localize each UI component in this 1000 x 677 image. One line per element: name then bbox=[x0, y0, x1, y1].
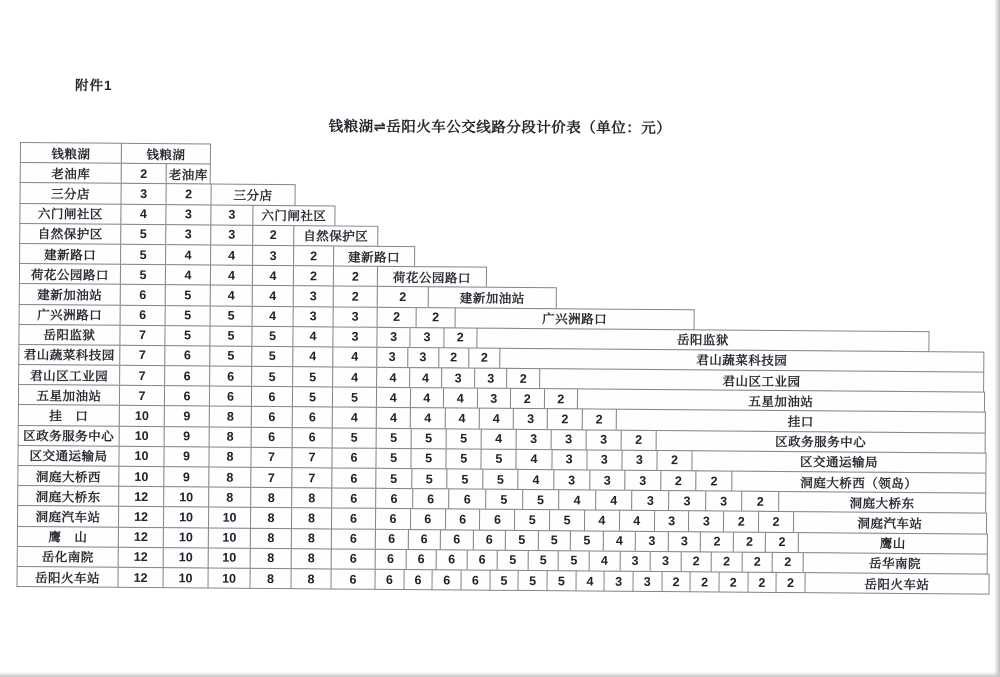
fare-cell: 4 bbox=[332, 346, 377, 368]
fare-cell: 2 bbox=[718, 571, 748, 592]
fare-cell: 5 bbox=[546, 570, 576, 591]
fare-cell: 6 bbox=[432, 569, 462, 590]
fare-cell: 3 bbox=[624, 470, 661, 491]
fare-cell: 2 bbox=[758, 511, 794, 532]
fare-cell: 5 bbox=[570, 530, 604, 551]
fare-cell: 6 bbox=[436, 549, 468, 570]
fare-cell: 8 bbox=[290, 568, 331, 590]
fare-cell: 6 bbox=[120, 284, 166, 306]
fare-cell: 5 bbox=[527, 550, 559, 571]
fare-cell: 3 bbox=[668, 490, 706, 511]
fare-cell: 2 bbox=[581, 409, 616, 430]
fare-cell: 10 bbox=[208, 527, 251, 549]
fare-cell: 4 bbox=[409, 367, 443, 388]
fare-cell: 2 bbox=[621, 429, 657, 450]
fare-cell: 5 bbox=[376, 427, 412, 448]
fare-cell: 4 bbox=[376, 387, 411, 408]
fare-cell: 3 bbox=[513, 408, 548, 429]
fare-cell: 6 bbox=[375, 508, 411, 529]
fare-cell: 7 bbox=[291, 447, 332, 469]
diagonal-station-label: 区交通运输局 bbox=[691, 450, 986, 474]
fare-cell: 9 bbox=[163, 466, 209, 488]
page-title: 钱粮湖⇌岳阳火车公交线路分段计价表（单位：元） bbox=[328, 119, 672, 137]
fare-cell: 5 bbox=[165, 305, 211, 327]
fare-cell: 2 bbox=[661, 571, 691, 592]
fare-cell: 4 bbox=[165, 244, 211, 266]
fare-cell: 2 bbox=[741, 491, 779, 512]
fare-cell: 2 bbox=[733, 531, 767, 552]
fare-cell: 2 bbox=[765, 531, 799, 552]
fare-cell: 10 bbox=[163, 547, 209, 569]
fare-cell: 5 bbox=[251, 366, 293, 388]
fare-cell: 3 bbox=[121, 183, 167, 205]
fare-cell: 5 bbox=[411, 428, 447, 449]
fare-cell: 4 bbox=[575, 570, 605, 591]
fare-cell: 2 bbox=[121, 163, 167, 185]
fare-cell: 3 bbox=[586, 449, 622, 470]
fare-cell: 5 bbox=[489, 570, 519, 591]
row-station-label: 广兴洲路口 bbox=[19, 303, 121, 325]
diagonal-station-label: 区政务服务中心 bbox=[656, 430, 986, 454]
fare-cell: 6 bbox=[292, 427, 333, 449]
fare-cell: 6 bbox=[405, 549, 437, 570]
fare-cell: 3 bbox=[474, 368, 508, 389]
diagonal-station-label: 荷花公园路口 bbox=[377, 266, 487, 288]
diagonal-station-label: 岳阳监狱 bbox=[476, 327, 929, 352]
fare-cell: 3 bbox=[333, 306, 378, 328]
fare-cell: 3 bbox=[293, 285, 334, 307]
fare-cell: 2 bbox=[443, 327, 477, 348]
fare-cell: 5 bbox=[411, 448, 447, 469]
fare-cell: 6 bbox=[410, 508, 446, 529]
fare-cell: 6 bbox=[209, 366, 252, 388]
fare-cell: 4 bbox=[376, 367, 410, 388]
row-station-label: 区政务服务中心 bbox=[18, 425, 120, 447]
fare-cell: 5 bbox=[446, 428, 482, 449]
fare-cell: 5 bbox=[251, 346, 293, 368]
fare-cell: 6 bbox=[164, 385, 210, 407]
fare-cell: 3 bbox=[551, 429, 587, 450]
fare-cell: 3 bbox=[441, 367, 475, 388]
fare-cell: 5 bbox=[446, 448, 482, 469]
fare-cell: 3 bbox=[376, 347, 408, 368]
fare-cell: 10 bbox=[208, 507, 251, 529]
fare-cell: 3 bbox=[635, 530, 669, 551]
diagonal-station-label: 三分店 bbox=[211, 184, 296, 206]
diagonal-station-label: 洞庭大桥西（领岛） bbox=[731, 471, 986, 494]
fare-cell: 6 bbox=[164, 365, 210, 387]
fare-cell: 2 bbox=[723, 511, 759, 532]
diagonal-station-label: 建新路口 bbox=[333, 245, 415, 267]
fare-cell: 5 bbox=[332, 427, 377, 449]
fare-cell: 4 bbox=[518, 469, 555, 490]
fare-cell: 4 bbox=[252, 265, 294, 287]
diagonal-station-label: 挂口 bbox=[616, 409, 986, 433]
fare-cell: 6 bbox=[330, 568, 375, 590]
fare-cell: 2 bbox=[680, 551, 712, 572]
fare-cell: 6 bbox=[403, 569, 433, 590]
fare-cell: 6 bbox=[375, 488, 413, 509]
fare-cell: 2 bbox=[166, 184, 212, 206]
fare-cell: 6 bbox=[375, 549, 407, 570]
fare-cell: 3 bbox=[551, 449, 587, 470]
fare-cell: 5 bbox=[549, 510, 585, 531]
fare-cell: 10 bbox=[118, 466, 164, 488]
fare-cell: 6 bbox=[375, 528, 409, 549]
row-station-label: 三分店 bbox=[20, 182, 122, 204]
fare-cell: 3 bbox=[165, 204, 211, 226]
fare-cell: 2 bbox=[293, 265, 334, 287]
fare-cell: 10 bbox=[163, 486, 209, 508]
fare-cell: 6 bbox=[445, 509, 481, 530]
fare-cell: 3 bbox=[476, 388, 511, 409]
fare-cell: 6 bbox=[440, 529, 474, 550]
fare-cell: 2 bbox=[510, 388, 545, 409]
fare-cell: 6 bbox=[331, 548, 376, 570]
fare-cell: 10 bbox=[208, 547, 251, 569]
fare-cell: 10 bbox=[119, 425, 165, 447]
fare-cell: 5 bbox=[411, 468, 448, 489]
attachment-label: 附件1 bbox=[74, 77, 113, 94]
fare-cell: 12 bbox=[118, 486, 164, 508]
fare-cell: 7 bbox=[291, 467, 332, 489]
fare-cell: 2 bbox=[696, 470, 733, 491]
fare-cell: 6 bbox=[209, 386, 252, 408]
fare-cell: 5 bbox=[165, 284, 211, 306]
row-station-label: 君山蔬菜科技园 bbox=[18, 344, 120, 366]
fare-cell: 6 bbox=[374, 569, 404, 590]
fare-cell: 5 bbox=[446, 468, 483, 489]
fare-cell: 10 bbox=[163, 507, 209, 529]
fare-cell: 2 bbox=[377, 286, 429, 308]
diagonal-station-label: 钱粮湖 bbox=[121, 143, 211, 165]
fare-cell: 3 bbox=[619, 550, 651, 571]
fare-cell: 2 bbox=[377, 306, 417, 328]
fare-cell: 2 bbox=[656, 450, 692, 471]
fare-cell: 2 bbox=[741, 551, 773, 572]
fare-cell: 6 bbox=[460, 569, 490, 590]
fare-cell: 3 bbox=[407, 347, 439, 368]
fare-cell: 4 bbox=[376, 407, 411, 428]
fare-cell: 3 bbox=[631, 490, 669, 511]
row-station-label: 鹰 山 bbox=[17, 526, 119, 548]
fare-cell: 6 bbox=[331, 528, 376, 550]
fare-cell: 6 bbox=[251, 406, 293, 428]
fare-cell: 4 bbox=[410, 408, 445, 429]
fare-cell: 8 bbox=[291, 528, 332, 550]
diagonal-station-label: 六门闸社区 bbox=[252, 204, 335, 226]
row-station-label: 荷花公园路口 bbox=[19, 263, 121, 285]
scan-right-edge bbox=[994, 0, 1000, 677]
fare-cell: 4 bbox=[603, 530, 637, 551]
fare-cell: 6 bbox=[472, 529, 506, 550]
fare-cell: 7 bbox=[119, 324, 165, 346]
fare-cell: 4 bbox=[584, 510, 620, 531]
fare-cell: 3 bbox=[210, 224, 253, 246]
fare-cell: 4 bbox=[479, 408, 514, 429]
fare-cell: 5 bbox=[558, 550, 590, 571]
fare-cell: 2 bbox=[333, 286, 378, 308]
fare-cell: 6 bbox=[331, 508, 376, 530]
fare-cell: 12 bbox=[118, 547, 164, 569]
fare-cell: 5 bbox=[522, 489, 560, 510]
fare-cell: 6 bbox=[466, 549, 498, 570]
row-station-label: 建新路口 bbox=[19, 243, 121, 265]
fare-cell: 6 bbox=[251, 386, 293, 408]
fare-cell: 10 bbox=[162, 567, 208, 589]
row-station-label: 洞庭大桥西 bbox=[17, 465, 119, 487]
fare-cell: 12 bbox=[118, 506, 164, 528]
row-station-label: 挂 口 bbox=[18, 404, 120, 426]
fare-cell: 2 bbox=[438, 347, 470, 368]
diagonal-station-label: 洞庭大桥东 bbox=[778, 491, 986, 514]
diagonal-station-label: 广兴洲路口 bbox=[455, 307, 695, 330]
fare-cell: 7 bbox=[119, 345, 165, 367]
fare-cell: 3 bbox=[210, 204, 253, 226]
fare-cell: 8 bbox=[208, 466, 251, 488]
fare-cell: 3 bbox=[410, 327, 444, 348]
row-station-label: 区交通运输局 bbox=[17, 445, 119, 467]
fare-cell: 8 bbox=[208, 446, 251, 468]
fare-cell: 6 bbox=[331, 488, 376, 510]
fare-cell: 4 bbox=[165, 264, 211, 286]
fare-cell: 5 bbox=[251, 326, 293, 348]
row-station-label: 六门闸社区 bbox=[19, 203, 121, 225]
fare-cell: 5 bbox=[120, 244, 166, 266]
fare-cell: 3 bbox=[165, 224, 211, 246]
fare-cell: 3 bbox=[516, 429, 552, 450]
fare-cell: 12 bbox=[118, 567, 164, 589]
fare-cell: 5 bbox=[210, 305, 253, 327]
fare-cell: 5 bbox=[537, 530, 571, 551]
fare-cell: 10 bbox=[207, 567, 250, 589]
fare-cell: 6 bbox=[331, 447, 376, 469]
fare-cell: 5 bbox=[332, 387, 377, 409]
row-station-label: 钱粮湖 bbox=[20, 142, 122, 164]
row-station-label: 五星加油站 bbox=[18, 384, 120, 406]
row-station-label: 君山区工业园 bbox=[18, 364, 120, 386]
fare-cell: 2 bbox=[747, 572, 777, 593]
fare-cell: 2 bbox=[690, 571, 720, 592]
fare-cell: 7 bbox=[119, 365, 165, 387]
fare-cell: 9 bbox=[164, 406, 210, 428]
fare-cell: 6 bbox=[331, 467, 376, 489]
diagonal-station-label: 君山蔬菜科技园 bbox=[499, 348, 984, 373]
fare-cell: 6 bbox=[412, 488, 450, 509]
fare-cell: 4 bbox=[120, 203, 166, 225]
fare-cell: 2 bbox=[293, 245, 334, 267]
fare-cell: 4 bbox=[444, 408, 479, 429]
fare-cell: 5 bbox=[518, 570, 548, 591]
fare-cell: 3 bbox=[668, 531, 702, 552]
fare-cell: 4 bbox=[252, 305, 294, 327]
row-station-label: 老油库 bbox=[20, 162, 122, 184]
fare-cell: 5 bbox=[120, 224, 166, 246]
fare-cell: 5 bbox=[120, 264, 166, 286]
fare-cell: 3 bbox=[705, 491, 743, 512]
fare-cell: 5 bbox=[209, 345, 252, 367]
row-station-label: 洞庭汽车站 bbox=[17, 505, 119, 527]
fare-cell: 5 bbox=[497, 550, 529, 571]
fare-cell: 5 bbox=[505, 529, 539, 550]
fare-cell: 5 bbox=[481, 448, 517, 469]
fare-cell: 8 bbox=[291, 548, 332, 570]
fare-cell: 4 bbox=[409, 387, 444, 408]
fare-cell: 4 bbox=[443, 388, 478, 409]
fare-cell: 4 bbox=[481, 428, 517, 449]
fare-table bbox=[17, 142, 993, 595]
fare-cell: 5 bbox=[375, 448, 411, 469]
fare-cell: 4 bbox=[589, 550, 621, 571]
fare-cell: 6 bbox=[407, 529, 441, 550]
fare-cell: 4 bbox=[332, 367, 377, 389]
fare-cell: 8 bbox=[208, 487, 251, 509]
fare-cell: 12 bbox=[118, 526, 164, 548]
scan-bottom-edge bbox=[0, 672, 1000, 677]
row-station-label: 岳阳监狱 bbox=[18, 324, 120, 346]
fare-cell: 8 bbox=[209, 406, 252, 428]
fare-cell: 10 bbox=[163, 527, 209, 549]
fare-cell: 2 bbox=[776, 572, 806, 593]
fare-cell: 3 bbox=[688, 511, 724, 532]
diagonal-station-label: 岳华南院 bbox=[803, 552, 988, 575]
fare-cell: 6 bbox=[448, 489, 486, 510]
fare-cell: 6 bbox=[292, 407, 333, 429]
fare-cell: 3 bbox=[604, 571, 634, 592]
fare-cell: 2 bbox=[543, 388, 578, 409]
fare-cell: 8 bbox=[250, 487, 292, 509]
fare-cell: 3 bbox=[650, 551, 682, 572]
row-station-label: 自然保护区 bbox=[19, 223, 121, 245]
fare-cell: 8 bbox=[250, 507, 292, 529]
fare-cell: 9 bbox=[164, 426, 210, 448]
fare-cell: 4 bbox=[558, 489, 596, 510]
fare-cell: 3 bbox=[332, 326, 377, 348]
diagonal-station-label: 鹰山 bbox=[798, 532, 988, 555]
fare-cell: 5 bbox=[485, 489, 523, 510]
fare-cell: 3 bbox=[586, 429, 622, 450]
fare-cell: 8 bbox=[291, 487, 332, 509]
fare-cell: 3 bbox=[252, 245, 294, 267]
fare-cell: 4 bbox=[210, 285, 253, 307]
fare-cell: 2 bbox=[711, 551, 743, 572]
fare-cell: 8 bbox=[250, 527, 292, 549]
row-station-label: 岳阳火车站 bbox=[17, 566, 119, 588]
fare-cell: 6 bbox=[251, 426, 293, 448]
fare-cell: 7 bbox=[119, 385, 165, 407]
fare-cell: 4 bbox=[292, 326, 333, 348]
fare-cell: 5 bbox=[292, 386, 333, 408]
fare-cell: 2 bbox=[772, 552, 804, 573]
fare-cell: 10 bbox=[119, 405, 165, 427]
fare-cell: 2 bbox=[547, 409, 582, 430]
fare-cell: 4 bbox=[252, 285, 294, 307]
fare-cell: 4 bbox=[619, 510, 655, 531]
fare-cell: 3 bbox=[632, 571, 662, 592]
fare-cell: 2 bbox=[660, 470, 697, 491]
fare-cell: 2 bbox=[700, 531, 734, 552]
row-station-label: 岳化南院 bbox=[17, 546, 119, 568]
fare-cell: 2 bbox=[252, 225, 294, 247]
fare-cell: 9 bbox=[163, 446, 209, 468]
fare-cell: 5 bbox=[292, 366, 333, 388]
fare-cell: 4 bbox=[516, 449, 552, 470]
fare-cell: 3 bbox=[376, 326, 410, 347]
fare-cell: 10 bbox=[118, 446, 164, 468]
fare-cell: 3 bbox=[589, 469, 626, 490]
row-station-label: 洞庭大桥东 bbox=[17, 485, 119, 507]
fare-cell: 6 bbox=[164, 345, 210, 367]
fare-cell: 2 bbox=[416, 307, 456, 329]
fare-cell: 5 bbox=[514, 509, 550, 530]
diagonal-station-label: 岳阳火车站 bbox=[804, 572, 989, 595]
fare-cell: 3 bbox=[293, 306, 334, 328]
diagonal-station-label: 君山区工业园 bbox=[539, 368, 984, 393]
fare-cell: 2 bbox=[506, 368, 540, 389]
diagonal-station-label: 洞庭汽车站 bbox=[793, 511, 987, 534]
fare-cell: 8 bbox=[249, 568, 291, 590]
diagonal-station-label: 五星加油站 bbox=[577, 389, 985, 413]
diagonal-station-label: 自然保护区 bbox=[293, 225, 378, 247]
fare-cell: 4 bbox=[210, 244, 253, 266]
row-station-label: 建新加油站 bbox=[19, 283, 121, 305]
fare-cell: 7 bbox=[250, 447, 292, 469]
fare-cell: 2 bbox=[333, 266, 378, 288]
fare-cell: 8 bbox=[250, 548, 292, 570]
diagonal-station-label: 建新加油站 bbox=[428, 287, 557, 309]
fare-cell: 8 bbox=[291, 508, 332, 530]
fare-cell: 3 bbox=[621, 450, 657, 471]
fare-cell: 5 bbox=[209, 325, 252, 347]
fare-cell: 5 bbox=[482, 469, 519, 490]
fare-cell: 4 bbox=[332, 407, 377, 429]
fare-cell: 4 bbox=[210, 265, 253, 287]
fare-cell: 3 bbox=[654, 510, 690, 531]
fare-cell: 4 bbox=[292, 346, 333, 368]
fare-cell: 5 bbox=[164, 325, 210, 347]
fare-cell: 3 bbox=[553, 469, 590, 490]
fare-cell: 6 bbox=[479, 509, 515, 530]
fare-cell: 5 bbox=[375, 468, 412, 489]
fare-cell: 6 bbox=[120, 304, 166, 326]
fare-cell: 2 bbox=[468, 347, 500, 368]
fare-cell: 4 bbox=[595, 490, 633, 511]
fare-cell: 8 bbox=[209, 426, 252, 448]
diagonal-station-label: 老油库 bbox=[166, 163, 211, 185]
fare-cell: 7 bbox=[250, 467, 292, 489]
